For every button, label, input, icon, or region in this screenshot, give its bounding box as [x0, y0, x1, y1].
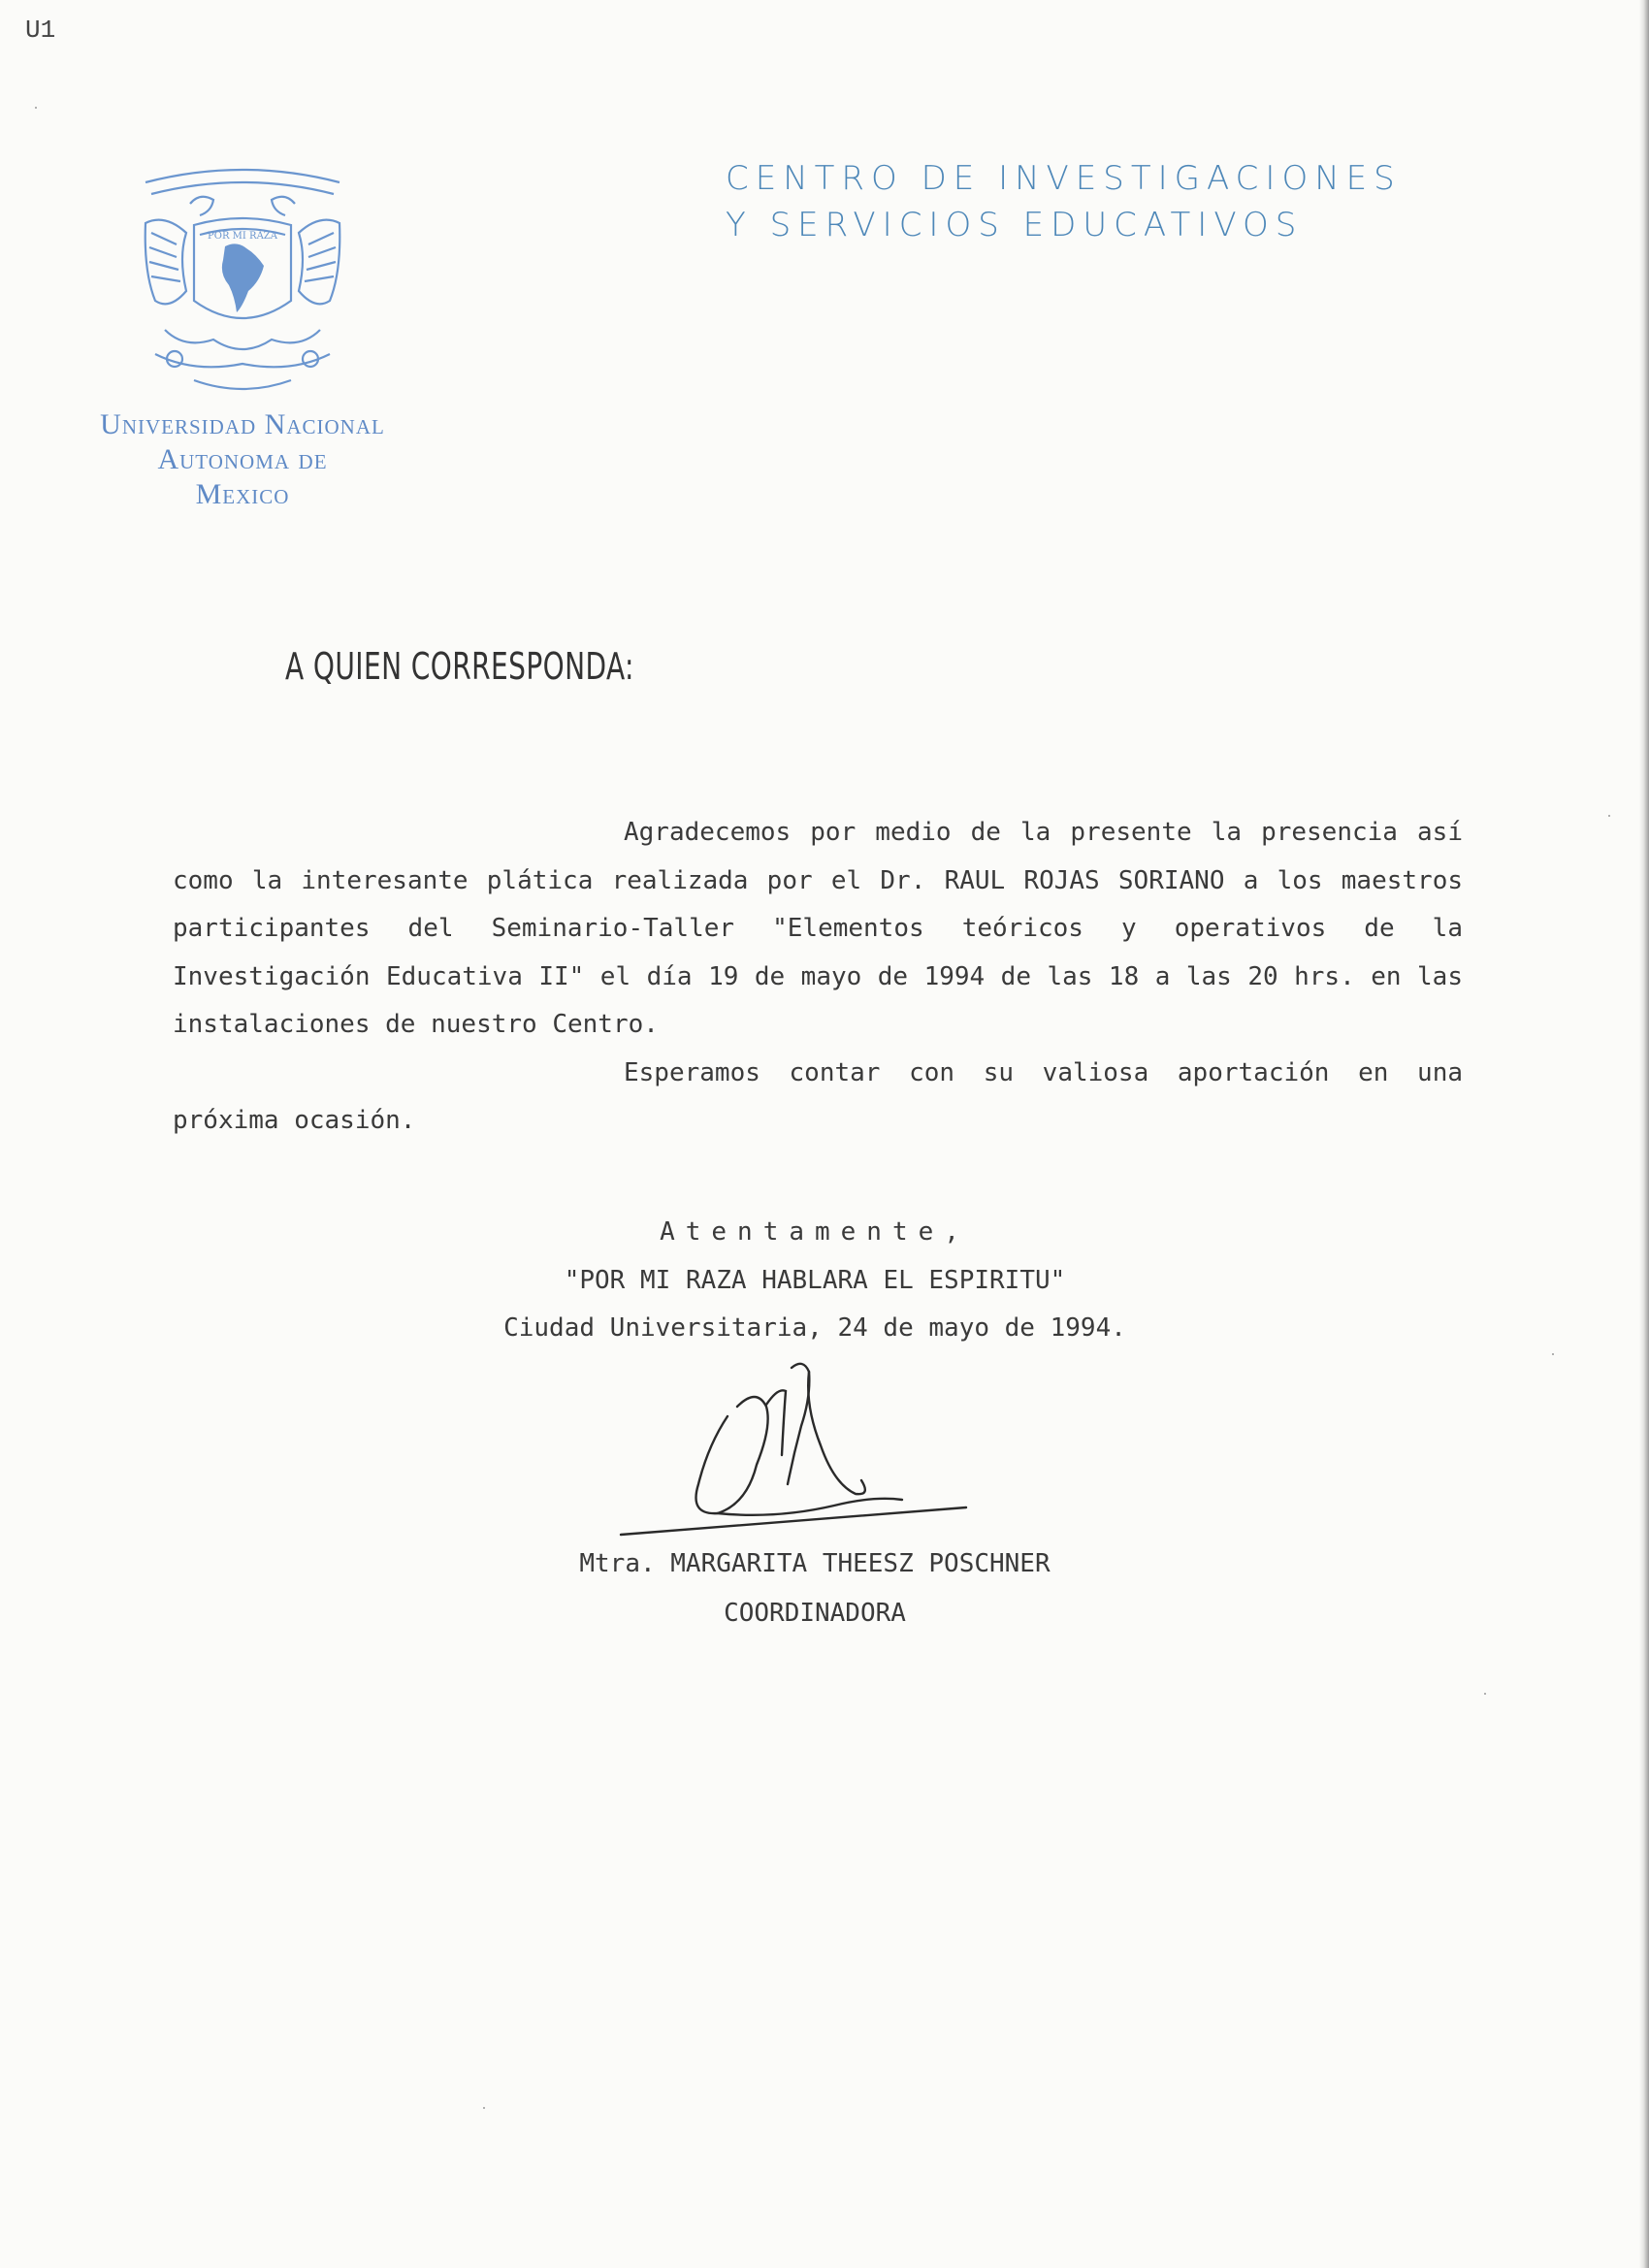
center-name	[726, 155, 1402, 248]
signer-name: Mtra. MARGARITA THEESZ POSCHNER	[579, 1549, 1051, 1578]
letter-body	[173, 809, 1463, 1146]
scan-speck	[35, 107, 37, 109]
scan-speck	[483, 2107, 485, 2109]
place-date: Ciudad Universitaria, 24 de mayo de 1994.	[503, 1313, 1126, 1343]
handwritten-signature-icon	[611, 1348, 980, 1542]
university-name-line1: Universidad Nacional	[100, 408, 385, 440]
scan-speck	[1484, 1693, 1486, 1695]
scan-speck	[1552, 1353, 1554, 1355]
closing-block	[330, 1209, 1300, 1353]
center-name-line1: CENTRO DE INVESTIGACIONES	[726, 159, 1402, 198]
university-name	[78, 407, 407, 512]
salutation: A QUIEN CORRESPONDA:	[285, 645, 634, 688]
document-code: U1	[25, 16, 56, 45]
svg-text:POR MI RAZA: POR MI RAZA	[208, 231, 277, 242]
valediction: Atentamente,	[660, 1217, 970, 1247]
center-name-line2: Y SERVICIOS EDUCATIVOS	[726, 206, 1304, 244]
scan-speck	[1608, 815, 1610, 817]
university-name-line3: Mexico	[195, 478, 290, 510]
body-paragraph-2: Esperamos contar con su valiosa aportación en una próxima ocasión.	[173, 1057, 1463, 1135]
signer-block	[330, 1539, 1300, 1638]
motto: "POR MI RAZA HABLARA EL ESPIRITU"	[564, 1265, 1066, 1295]
page-edge-shadow	[1639, 0, 1649, 2268]
unam-seal-icon	[136, 165, 349, 398]
signer-title: COORDINADORA	[724, 1599, 906, 1628]
body-paragraph-1: Agradecemos por medio de la presente la presencia así como la interesante plática realizada por el Dr. RAUL ROJAS SORIANO a los maestros participantes del Seminario-Taller "Elementos teóricos y operativos de la Investigación Educativa II" el día 19 de mayo de 1994 de las 18 a las 20 hrs. en las instalaciones de nuestro Centro.	[173, 818, 1463, 1039]
university-name-line2: Autonoma de	[157, 443, 328, 475]
